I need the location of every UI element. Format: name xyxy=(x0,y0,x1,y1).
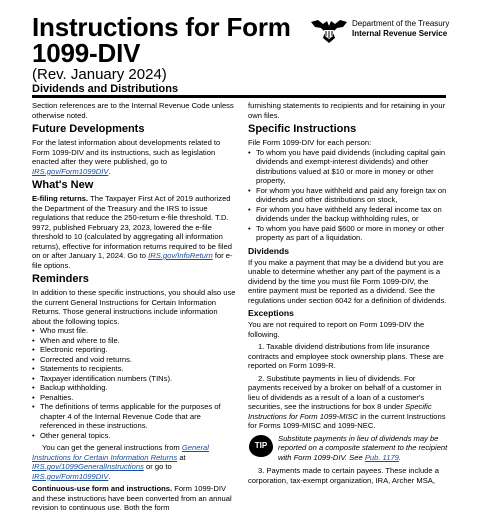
pub-1179-link[interactable]: Pub. 1179 xyxy=(364,452,399,462)
exceptions-heading: Exceptions xyxy=(248,308,294,318)
tip-box: TIP Substitute payments in lieu of dividends may be reported on a composite statement to the recipient with Form 1099-DIV. See Pub. 1179. xyxy=(248,434,448,463)
irs-eagle-logo-icon xyxy=(310,18,348,44)
department-name: Department of the Treasury xyxy=(352,19,450,28)
tip-text: Substitute payments in lieu of dividends may be reported on a composite statement to the recipient with Form 1099-DIV. See xyxy=(278,433,448,462)
exception-2: 2. Substitute payments in lieu of dividends. For payments received by a broker on behalf of a customer in lieu of dividends as a result of a loan of a customer's securities, see the instructions for box 8 under Specific Instructions for Form 1099-MISC in the current Instructions for Forms 1099-MISC and 1099-NEC. xyxy=(248,373,446,430)
future-developments-text: For the latest information about developments related to Form 1099-DIV and its instructions, such as legislation enacted after they were published, go to IRS.gov/Form1099DIV. xyxy=(32,138,221,176)
list-item: • Statements to recipients. xyxy=(32,364,236,374)
list-item: • Who must file. xyxy=(32,326,236,336)
form-title-line1: Instructions for Form xyxy=(32,12,291,42)
reminders-heading: Reminders xyxy=(32,273,89,285)
left-column xyxy=(32,101,236,516)
form1099div-link-2[interactable]: IRS.gov/Form1099DIV xyxy=(32,471,109,481)
list-item: • For whom you have withheld any federal income tax on dividends under the backup withholding rules, or xyxy=(248,205,448,224)
general-instructions-paragraph: You can get the general instructions from General Instructions for Certain Information Returns at IRS.gov/1099GeneralInstructions or go to IRS.gov/Form1099DIV. xyxy=(32,443,209,481)
header-rule xyxy=(32,95,446,98)
irs-agency-block xyxy=(310,18,450,44)
continuous-use-runin: Continuous-use form and instructions. xyxy=(32,484,173,493)
list-item: • Penalties. xyxy=(32,393,236,403)
list-item: • To whom you have paid $600 or more in money or other property as part of a liquidation. xyxy=(248,224,448,243)
list-item: • Taxpayer identification numbers (TINs). xyxy=(32,374,236,384)
form1099div-link[interactable]: IRS.gov/Form1099DIV xyxy=(32,166,109,176)
intro-text: Section references are to the Internal Revenue Code unless otherwise noted. xyxy=(32,101,234,120)
list-item: • When and where to file. xyxy=(32,336,236,346)
list-item: • To whom you have paid dividends (including capital gain dividends and exempt-interest dividends) and other distributions valued at $10 or more in money or other property, xyxy=(248,148,448,186)
form-title xyxy=(32,14,291,66)
continuous-use-paragraph: Continuous-use form and instructions. Form 1099-DIV and these instructions have been converted from an annual revision to continuous use. Both the form xyxy=(32,484,232,512)
reminders-list xyxy=(32,326,236,440)
exception-1: 1. Taxable dividend distributions from life insurance contracts and employee stock ownership plans. These are reported on Form 1099-R. xyxy=(248,342,444,370)
specific-list xyxy=(248,148,448,243)
form-subtitle: Dividends and Distributions xyxy=(32,83,179,95)
dividends-text: If you make a payment that may be a dividend but you are unable to determine whether any part of the payment is a dividend by the time you must file Form 1099-DIV, the entire payment must be reported as a dividend. See the regulations under section 6042 for a definition of dividends. xyxy=(248,257,447,305)
reminders-text: In addition to these specific instructions, you should also use the current General Instructions for Certain Information Returns. Those general instructions include information about the following topics. xyxy=(32,288,236,326)
dividends-heading: Dividends xyxy=(248,245,290,256)
general-instructions-url-link[interactable]: IRS.gov/1099GeneralInstructions xyxy=(32,462,144,471)
revision-date: (Rev. January 2024) xyxy=(32,66,167,83)
whats-new-heading: What's New xyxy=(32,179,94,191)
continued-text: furnishing statements to recipients and for retaining in your own files. xyxy=(248,101,446,120)
list-item: • Backup withholding. xyxy=(32,383,236,393)
list-item: • Other general topics. xyxy=(32,431,236,441)
right-column xyxy=(248,101,448,488)
inforeturn-link[interactable]: IRS.gov/InfoReturn xyxy=(148,251,213,260)
future-developments-heading: Future Developments xyxy=(32,123,145,135)
specific-intro: File Form 1099-DIV for each person: xyxy=(248,138,372,147)
general-instructions-link[interactable]: General Instructions for Certain Information Returns xyxy=(32,443,209,462)
agency-name: Internal Revenue Service xyxy=(352,29,448,38)
list-item: • Electronic reporting. xyxy=(32,345,236,355)
list-item: • The definitions of terms applicable for the purposes of chapter 4 of the Internal Revenue Code that are referenced in these instructions. xyxy=(32,402,236,431)
list-item: • Corrected and void returns. xyxy=(32,355,236,365)
exceptions-intro: You are not required to report on Form 1099-DIV the following. xyxy=(248,320,425,339)
exception-3: 3. Payments made to certain payees. These include a corporation, tax-exempt organization, IRA, Archer MSA, xyxy=(248,466,439,485)
list-item: • For whom you have withheld and paid any foreign tax on dividends and other distributions on stock, xyxy=(248,186,448,205)
efiling-runin: E-filing returns. xyxy=(32,194,89,203)
tip-icon: TIP xyxy=(249,435,273,457)
efiling-paragraph: E-filing returns. The Taxpayer First Act of 2019 authorized the Department of the Treasury and the IRS to issue regulations that reduce the 250-return e-file threshold. T.D. 9972, published February 23, 2023, lowered the e-file threshold to 10 (calculated by aggregating all information returns), effective for information returns required to be filed on or after January 1, 2024. Go to IRS.gov/InfoReturn for e-file options. xyxy=(32,194,233,270)
form-title-line2: 1099-DIV xyxy=(32,38,141,68)
specific-instructions-heading: Specific Instructions xyxy=(248,123,357,135)
